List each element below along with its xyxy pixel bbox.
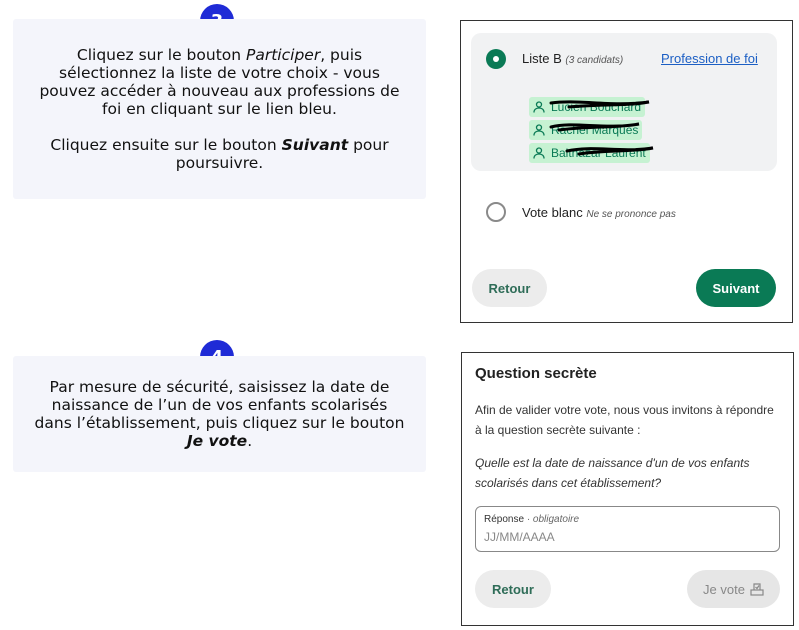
step-3-instructions xyxy=(13,19,426,199)
step-4-line-4: Je vote. xyxy=(186,432,253,450)
answer-field-label: Réponse · obligatoire xyxy=(484,514,580,525)
person-icon xyxy=(533,101,545,113)
list-b-radio[interactable] xyxy=(486,49,506,69)
next-button[interactable]: Suivant xyxy=(696,269,776,307)
step-4-instructions xyxy=(13,356,426,472)
answer-field[interactable] xyxy=(475,506,780,552)
step-3-line-4: foi en cliquant sur le lien bleu. xyxy=(102,100,337,118)
list-b-card[interactable] xyxy=(471,33,777,171)
step-3-line-1: Cliquez sur le bouton Participer, puis xyxy=(76,46,363,64)
step-4-line-2: naissance de l’un de vos enfants scolarisés xyxy=(51,396,388,414)
back-button-secret[interactable]: Retour xyxy=(475,570,551,608)
vote-blanc-label[interactable]: Vote blanc Ne se prononce pas xyxy=(522,205,676,220)
secret-question-panel xyxy=(461,352,794,626)
vote-panel xyxy=(460,20,793,323)
vote-blanc-radio[interactable] xyxy=(486,202,506,222)
step-4-line-1: Par mesure de sécurité, saisissez la date de xyxy=(49,378,390,396)
secret-question-title: Question secrète xyxy=(475,365,597,382)
step-3-line-6: poursuivre. xyxy=(175,154,264,172)
step-4-line-3: dans l’établissement, puis cliquez sur le bouton xyxy=(34,414,405,432)
secret-question-intro: Afin de valider votre vote, nous vous invitons à répondre à la question secrète suivante : xyxy=(475,403,774,437)
candidate-1: Lucien Bouchard xyxy=(529,97,645,117)
secret-question-text: Quelle est la date de naissance d'un de vos enfants scolarisés dans cet établissement? xyxy=(475,456,750,490)
back-button[interactable]: Retour xyxy=(472,269,547,307)
list-b-label[interactable]: Liste B (3 candidats) xyxy=(522,51,624,66)
step-3-line-3: pouvez accéder à nouveau aux professions de xyxy=(39,82,400,100)
candidate-2: Rachel Marques xyxy=(529,120,642,140)
person-icon xyxy=(533,147,545,159)
step-3-line-2: sélectionnez la liste de votre choix - vous xyxy=(59,64,380,82)
profession-de-foi-link[interactable]: Profession de foi xyxy=(661,51,758,66)
person-icon xyxy=(533,124,545,136)
candidate-3: Balthazar Laurent xyxy=(529,143,650,163)
answer-input[interactable] xyxy=(484,530,764,544)
ballot-icon xyxy=(750,582,764,596)
redaction-scribble xyxy=(549,95,659,165)
je-vote-button[interactable]: Je vote xyxy=(687,570,780,608)
step-3-line-5: Cliquez ensuite sur le bouton Suivant pour xyxy=(50,136,389,154)
